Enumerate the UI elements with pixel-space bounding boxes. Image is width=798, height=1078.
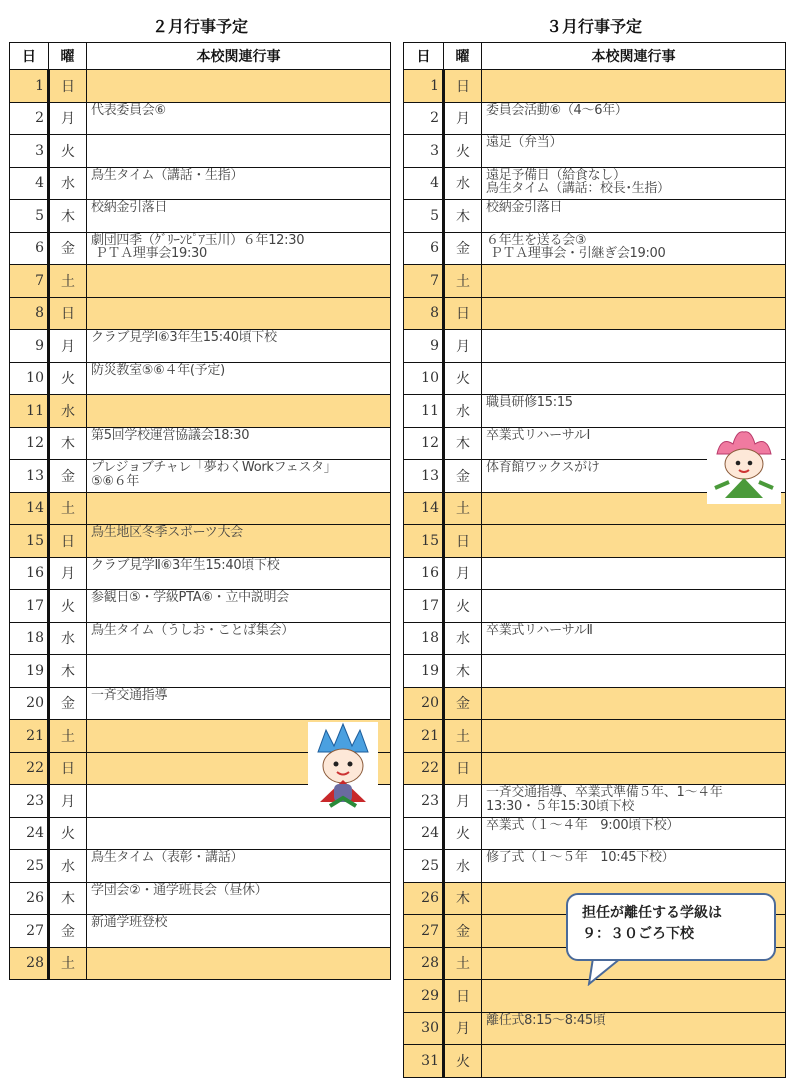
weekday-cell: 日 [444, 297, 482, 330]
header-day: 日 [10, 43, 49, 70]
table-row [10, 265, 391, 298]
weekday-cell: 土 [49, 265, 87, 298]
day-cell: 17 [404, 590, 444, 623]
weekday-cell: 月 [444, 330, 482, 363]
day-cell: 25 [10, 850, 49, 883]
event-cell [482, 362, 786, 395]
event-cell: 劇団四季（ｸﾞﾘｰﾝﾋﾟｱ玉川）６年12:30 ＰＴＡ理事会19:30 [87, 232, 391, 265]
event-cell: 鳥生タイム（講話・生指） [87, 167, 391, 200]
event-cell: 学団会②・通学班長会（昼休） [87, 882, 391, 915]
day-cell: 18 [404, 622, 444, 655]
weekday-cell: 火 [444, 817, 482, 850]
table-row [10, 687, 391, 720]
day-cell: 7 [404, 265, 444, 298]
header-day: 日 [404, 43, 444, 70]
event-cell [482, 980, 786, 1013]
weekday-cell: 火 [49, 362, 87, 395]
day-cell: 27 [404, 915, 444, 948]
event-cell [482, 590, 786, 623]
day-cell: 17 [10, 590, 49, 623]
weekday-cell: 水 [444, 850, 482, 883]
table-row [10, 557, 391, 590]
event-cell [482, 557, 786, 590]
day-cell: 2 [404, 102, 444, 135]
table-row [404, 817, 786, 850]
weekday-cell: 水 [49, 622, 87, 655]
february-schedule-table [9, 42, 391, 980]
weekday-cell: 土 [444, 265, 482, 298]
weekday-cell: 日 [49, 752, 87, 785]
weekday-cell: 金 [444, 460, 482, 493]
event-cell [87, 655, 391, 688]
weekday-cell: 火 [444, 362, 482, 395]
weekday-cell: 金 [444, 687, 482, 720]
event-cell: 校納金引落日 [87, 200, 391, 233]
table-row [404, 590, 786, 623]
event-cell [87, 395, 391, 428]
day-cell: 22 [10, 752, 49, 785]
weekday-cell: 土 [49, 492, 87, 525]
event-cell: 鳥生タイム（表彰・講話） [87, 850, 391, 883]
event-cell: 卒業式リハーサルⅠ [482, 427, 786, 460]
table-row [404, 850, 786, 883]
event-cell: 遠足（弁当） [482, 135, 786, 168]
day-cell: 14 [404, 492, 444, 525]
header-weekday: 曜 [444, 43, 482, 70]
day-cell: 14 [10, 492, 49, 525]
table-row [10, 622, 391, 655]
february-title: ２月行事予定 [151, 17, 248, 36]
table-row [10, 590, 391, 623]
callout-tail [585, 958, 625, 986]
weekday-cell: 水 [444, 622, 482, 655]
day-cell: 26 [404, 882, 444, 915]
table-row [404, 1045, 786, 1078]
day-cell: 20 [404, 687, 444, 720]
event-cell: 体育館ワックスがけ [482, 460, 786, 493]
day-cell: 4 [10, 167, 49, 200]
weekday-cell: 日 [49, 70, 87, 103]
weekday-cell: 金 [49, 687, 87, 720]
table-row [404, 330, 786, 363]
weekday-cell: 土 [49, 720, 87, 753]
day-cell: 27 [10, 915, 49, 948]
event-cell: 一斉交通指導、卒業式準備５年、1～４年 13:30・５年15:30頃下校 [482, 785, 786, 818]
weekday-cell: 木 [49, 655, 87, 688]
event-cell: ６年生を送る会③ ＰＴＡ理事会・引継ぎ会19:00 [482, 232, 786, 265]
table-row [10, 915, 391, 948]
event-cell [482, 655, 786, 688]
weekday-cell: 日 [49, 525, 87, 558]
event-cell [482, 330, 786, 363]
table-row [404, 687, 786, 720]
day-cell: 30 [404, 1012, 444, 1045]
day-cell: 3 [10, 135, 49, 168]
table-row [10, 362, 391, 395]
table-row [10, 947, 391, 980]
table-row [10, 882, 391, 915]
day-cell: 16 [404, 557, 444, 590]
event-cell [87, 817, 391, 850]
event-cell [482, 752, 786, 785]
weekday-cell: 月 [49, 330, 87, 363]
weekday-cell: 火 [49, 135, 87, 168]
day-cell: 8 [404, 297, 444, 330]
day-cell: 26 [10, 882, 49, 915]
event-cell: 卒業式リハーサルⅡ [482, 622, 786, 655]
day-cell: 9 [404, 330, 444, 363]
day-cell: 12 [10, 427, 49, 460]
weekday-cell: 木 [444, 427, 482, 460]
table-row [404, 167, 786, 200]
event-cell: 代表委員会⑥ [87, 102, 391, 135]
day-cell: 2 [10, 102, 49, 135]
day-cell: 31 [404, 1045, 444, 1078]
day-cell: 5 [404, 200, 444, 233]
table-row [404, 785, 786, 818]
event-cell: 一斉交通指導 [87, 687, 391, 720]
table-row [404, 232, 786, 265]
header-events: 本校関連行事 [482, 43, 786, 70]
table-row [10, 525, 391, 558]
weekday-cell: 金 [444, 232, 482, 265]
event-cell [87, 135, 391, 168]
day-cell: 20 [10, 687, 49, 720]
weekday-cell: 火 [444, 135, 482, 168]
table-row [404, 265, 786, 298]
weekday-cell: 土 [444, 492, 482, 525]
table-row [404, 655, 786, 688]
weekday-cell: 金 [49, 460, 87, 493]
weekday-cell: 水 [444, 167, 482, 200]
day-cell: 24 [404, 817, 444, 850]
day-cell: 18 [10, 622, 49, 655]
event-cell [87, 265, 391, 298]
table-row [10, 167, 391, 200]
event-cell [482, 265, 786, 298]
weekday-cell: 水 [49, 167, 87, 200]
weekday-cell: 月 [49, 102, 87, 135]
day-cell: 7 [10, 265, 49, 298]
table-row [10, 102, 391, 135]
weekday-cell: 月 [444, 557, 482, 590]
event-cell [482, 1045, 786, 1078]
header-weekday: 曜 [49, 43, 87, 70]
day-cell: 29 [404, 980, 444, 1013]
table-row [10, 427, 391, 460]
day-cell: 10 [10, 362, 49, 395]
weekday-cell: 木 [49, 200, 87, 233]
weekday-cell: 水 [49, 395, 87, 428]
mascot-pink-flower-illustration [707, 428, 781, 504]
day-cell: 13 [404, 460, 444, 493]
table-row [10, 330, 391, 363]
day-cell: 15 [10, 525, 49, 558]
table-row [10, 395, 391, 428]
weekday-cell: 水 [444, 395, 482, 428]
day-cell: 28 [10, 947, 49, 980]
event-cell: 鳥生地区冬季スポーツ大会 [87, 525, 391, 558]
weekday-cell: 金 [444, 915, 482, 948]
day-cell: 15 [404, 525, 444, 558]
day-cell: 9 [10, 330, 49, 363]
weekday-cell: 木 [444, 882, 482, 915]
table-row [10, 460, 391, 493]
event-cell: 遠足予備日（給食なし） 鳥生タイム（講話：校長･生指） [482, 167, 786, 200]
event-cell [87, 70, 391, 103]
day-cell: 6 [10, 232, 49, 265]
table-row [10, 655, 391, 688]
header-row [404, 43, 786, 70]
table-row [404, 557, 786, 590]
weekday-cell: 土 [49, 947, 87, 980]
table-row [404, 135, 786, 168]
weekday-cell: 日 [444, 980, 482, 1013]
day-cell: 28 [404, 947, 444, 980]
day-cell: 1 [10, 70, 49, 103]
event-cell: 鳥生タイム（うしお・ことば集会） [87, 622, 391, 655]
day-cell: 24 [10, 817, 49, 850]
day-cell: 11 [10, 395, 49, 428]
event-cell: 防災教室⑤⑥４年(予定) [87, 362, 391, 395]
event-cell [482, 525, 786, 558]
day-cell: 5 [10, 200, 49, 233]
day-cell: 13 [10, 460, 49, 493]
day-cell: 22 [404, 752, 444, 785]
table-row [404, 362, 786, 395]
table-row [404, 395, 786, 428]
weekday-cell: 月 [49, 557, 87, 590]
weekday-cell: 月 [444, 102, 482, 135]
event-cell: 校納金引落日 [482, 200, 786, 233]
table-row [404, 622, 786, 655]
table-row [10, 135, 391, 168]
table-row [404, 752, 786, 785]
event-cell: 修了式（１～５年 10:45下校） [482, 850, 786, 883]
day-cell: 21 [404, 720, 444, 753]
event-cell [482, 687, 786, 720]
header-row [10, 43, 391, 70]
event-cell [482, 720, 786, 753]
day-cell: 3 [404, 135, 444, 168]
weekday-cell: 木 [444, 655, 482, 688]
weekday-cell: 木 [49, 427, 87, 460]
day-cell: 1 [404, 70, 444, 103]
table-row [404, 70, 786, 103]
header-events: 本校関連行事 [87, 43, 391, 70]
event-cell: 離任式8:15～8:45頃 [482, 1012, 786, 1045]
weekday-cell: 土 [444, 720, 482, 753]
day-cell: 4 [404, 167, 444, 200]
table-row [404, 200, 786, 233]
event-cell [87, 492, 391, 525]
table-row [10, 200, 391, 233]
weekday-cell: 火 [444, 1045, 482, 1078]
day-cell: 11 [404, 395, 444, 428]
event-cell: プレジョブチャレ「夢わくWorkフェスタ」 ⑤⑥６年 [87, 460, 391, 493]
weekday-cell: 火 [49, 590, 87, 623]
weekday-cell: 月 [444, 785, 482, 818]
table-row [10, 70, 391, 103]
weekday-cell: 月 [444, 1012, 482, 1045]
table-row [404, 1012, 786, 1045]
march-title: ３月行事予定 [545, 17, 642, 36]
event-cell: 卒業式（１～４年 9:00頃下校） [482, 817, 786, 850]
event-cell: クラブ見学Ⅰ⑥3年生15:40頃下校 [87, 330, 391, 363]
event-cell [482, 297, 786, 330]
weekday-cell: 火 [444, 590, 482, 623]
weekday-cell: 月 [49, 785, 87, 818]
day-cell: 23 [404, 785, 444, 818]
event-cell: 参観日⑤・学級PTA⑥・立中説明会 [87, 590, 391, 623]
table-row [10, 297, 391, 330]
weekday-cell: 日 [444, 70, 482, 103]
mascot-blue-flower-illustration [308, 722, 378, 812]
weekday-cell: 日 [49, 297, 87, 330]
event-cell [87, 947, 391, 980]
day-cell: 10 [404, 362, 444, 395]
weekday-cell: 木 [49, 882, 87, 915]
day-cell: 6 [404, 232, 444, 265]
table-row [10, 817, 391, 850]
table-row [404, 525, 786, 558]
day-cell: 12 [404, 427, 444, 460]
weekday-cell: 火 [49, 817, 87, 850]
table-row [404, 720, 786, 753]
day-cell: 25 [404, 850, 444, 883]
table-row [10, 232, 391, 265]
callout-dismissal-note: 担任が離任する学級は ９：３０ごろ下校 [566, 893, 776, 961]
table-row [404, 102, 786, 135]
event-cell: 職員研修15:15 [482, 395, 786, 428]
table-row [404, 297, 786, 330]
table-row [10, 850, 391, 883]
day-cell: 19 [404, 655, 444, 688]
event-cell [482, 70, 786, 103]
table-row [10, 492, 391, 525]
weekday-cell: 土 [444, 947, 482, 980]
weekday-cell: 金 [49, 915, 87, 948]
weekday-cell: 日 [444, 752, 482, 785]
event-cell: 第5回学校運営協議会18:30 [87, 427, 391, 460]
event-cell: 委員会活動⑥（4～6年） [482, 102, 786, 135]
day-cell: 19 [10, 655, 49, 688]
day-cell: 16 [10, 557, 49, 590]
event-cell: 新通学班登校 [87, 915, 391, 948]
weekday-cell: 日 [444, 525, 482, 558]
event-cell [87, 297, 391, 330]
weekday-cell: 金 [49, 232, 87, 265]
weekday-cell: 水 [49, 850, 87, 883]
event-cell: クラブ見学Ⅱ⑥3年生15:40頃下校 [87, 557, 391, 590]
day-cell: 8 [10, 297, 49, 330]
day-cell: 23 [10, 785, 49, 818]
day-cell: 21 [10, 720, 49, 753]
weekday-cell: 木 [444, 200, 482, 233]
